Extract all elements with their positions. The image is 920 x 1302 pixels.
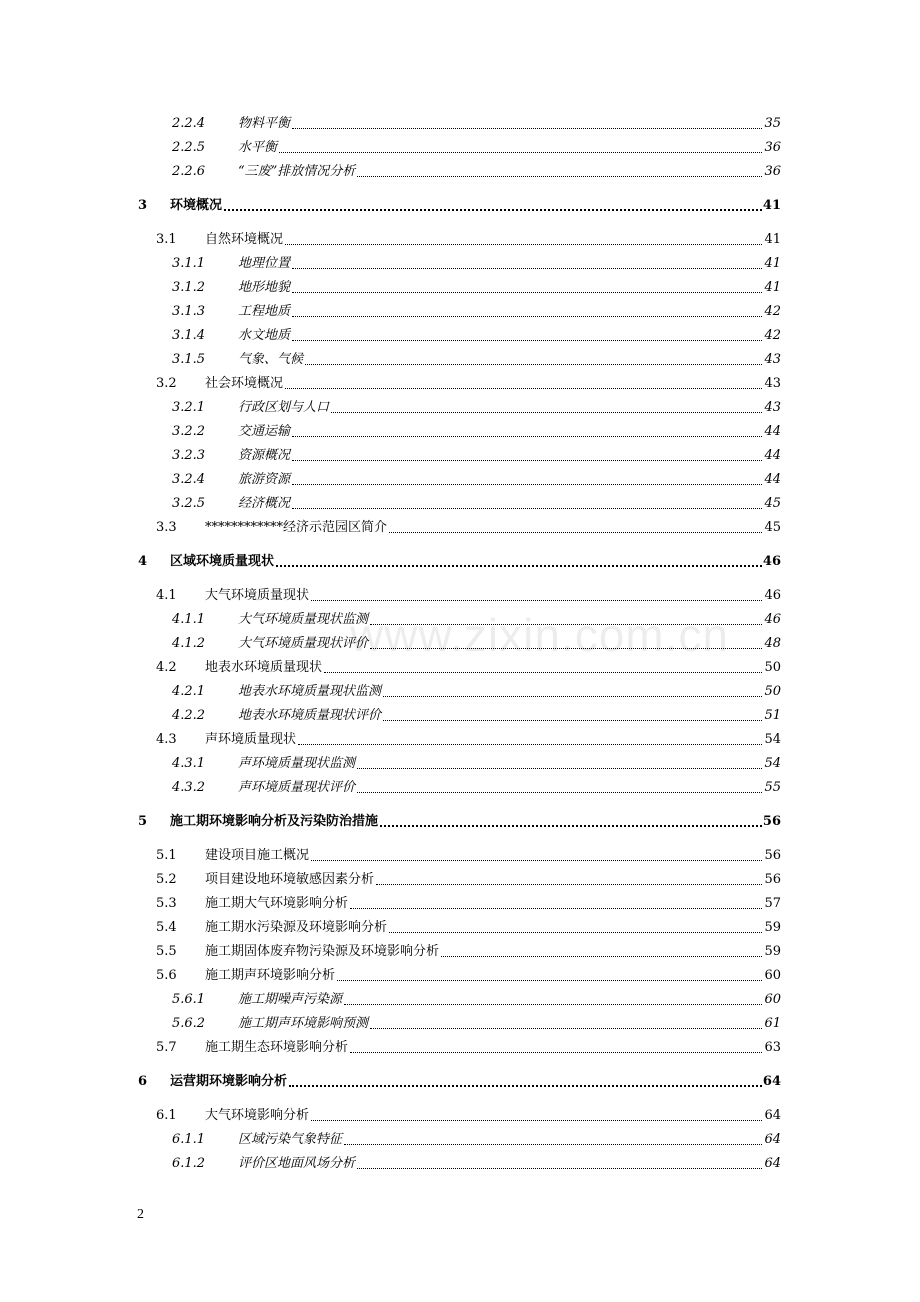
toc-dot-leader <box>311 860 762 861</box>
toc-entry-page: 36 <box>764 164 781 179</box>
toc-entry[interactable] <box>0 989 920 1011</box>
toc-entry-title: 环境概况 <box>170 198 223 213</box>
toc-entry-number: 6 <box>138 1074 148 1089</box>
toc-dot-leader <box>292 484 762 485</box>
toc-entry[interactable] <box>0 893 920 915</box>
toc-entry[interactable] <box>0 965 920 987</box>
toc-dot-leader <box>311 600 762 601</box>
toc-entry-number: 3.2.2 <box>172 424 206 439</box>
toc-entry-number: 5 <box>138 814 148 829</box>
toc-dot-leader <box>441 956 762 957</box>
toc-entry-page: 50 <box>764 660 781 675</box>
toc-entry-title: 地表水环境质量现状评价 <box>238 708 382 723</box>
toc-entry[interactable] <box>0 445 920 467</box>
toc-dot-leader <box>357 176 762 177</box>
toc-entry[interactable] <box>0 161 920 183</box>
toc-entry[interactable] <box>0 349 920 371</box>
toc-entry-title: 施工期水污染源及环境影响分析 <box>205 920 388 935</box>
toc-entry-number: 2.2.4 <box>172 116 206 131</box>
toc-entry-page: 54 <box>764 732 781 747</box>
toc-entry-page: 61 <box>764 1016 781 1031</box>
toc-entry-page: 60 <box>764 992 781 1007</box>
toc-dot-leader <box>311 1120 762 1121</box>
toc-entry-title: 旅游资源 <box>238 472 291 487</box>
toc-entry-page: 41 <box>762 198 781 213</box>
toc-entry-number: 4.3.1 <box>172 756 206 771</box>
toc-entry-title: 声环境质量现状评价 <box>238 780 356 795</box>
toc-entry-number: 3.2.4 <box>172 472 206 487</box>
toc-entry-page: 46 <box>764 612 781 627</box>
toc-entry-number: 2.2.5 <box>172 140 206 155</box>
toc-entry-number: 5.6 <box>156 968 177 983</box>
toc-entry-number: 5.6.1 <box>172 992 206 1007</box>
toc-entry-title: 运营期环境影响分析 <box>170 1074 288 1089</box>
toc-entry-page: 64 <box>764 1132 781 1147</box>
toc-entry-title: 资源概况 <box>238 448 291 463</box>
toc-entry-title: 工程地质 <box>238 304 291 319</box>
toc-entry-number: 5.1 <box>156 848 177 863</box>
toc-entry-number: 3.1.2 <box>172 280 206 295</box>
toc-entry-page: 59 <box>764 944 781 959</box>
toc-entry-number: 4.2.1 <box>172 684 206 699</box>
toc-dot-leader <box>337 980 762 981</box>
toc-entry[interactable] <box>0 253 920 275</box>
toc-entry-title: 气象、气候 <box>238 352 304 367</box>
toc-entry-number: 6.1.1 <box>172 1132 206 1147</box>
toc-entry-number: 3 <box>138 198 148 213</box>
toc-dot-leader <box>224 209 762 211</box>
toc-entry-page: 36 <box>764 140 781 155</box>
toc-entry-number: 5.5 <box>156 944 177 959</box>
toc-entry-page: 41 <box>764 280 781 295</box>
toc-dot-leader <box>292 460 762 461</box>
toc-entry-title: 大气环境影响分析 <box>205 1108 310 1123</box>
toc-entry-number: 3.1.3 <box>172 304 206 319</box>
toc-entry-title: 经济概况 <box>238 496 291 511</box>
toc-entry-page: 64 <box>764 1156 781 1171</box>
toc-entry-title: 施工期生态环境影响分析 <box>205 1040 349 1055</box>
toc-entry-page: 43 <box>764 352 781 367</box>
toc-entry-page: 59 <box>764 920 781 935</box>
toc-entry-number: 3.3 <box>156 520 177 535</box>
toc-entry-number: 5.2 <box>156 872 177 887</box>
toc-entry-page: 46 <box>762 554 781 569</box>
toc-entry-number: 3.1.1 <box>172 256 206 271</box>
toc-entry-title: 施工期声环境影响分析 <box>205 968 336 983</box>
toc-dot-leader <box>324 672 762 673</box>
toc-entry-number: 4.2.2 <box>172 708 206 723</box>
toc-entry-title: 水文地质 <box>238 328 291 343</box>
toc-entry[interactable] <box>0 681 920 703</box>
toc-dot-leader <box>383 696 762 697</box>
toc-entry[interactable] <box>0 917 920 939</box>
toc-dot-leader <box>292 268 762 269</box>
toc-entry[interactable] <box>0 421 920 443</box>
toc-entry-title: 地表水环境质量现状监测 <box>238 684 382 699</box>
toc-entry-title: 行政区划与人口 <box>238 400 330 415</box>
toc-entry-title: 大气环境质量现状 <box>205 588 310 603</box>
toc-dot-leader <box>357 792 762 793</box>
toc-entry-title: 施工期噪声污染源 <box>238 992 343 1007</box>
toc-entry[interactable] <box>0 137 920 159</box>
page-number: 2 <box>137 1207 144 1222</box>
toc-entry-number: 4.3.2 <box>172 780 206 795</box>
toc-entry-title: 声环境质量现状监测 <box>238 756 356 771</box>
toc-entry-title: 水平衡 <box>238 140 278 155</box>
toc-entry-page: 55 <box>764 780 781 795</box>
toc-entry-number: 3.1.4 <box>172 328 206 343</box>
toc-entry-title: 声环境质量现状 <box>205 732 297 747</box>
toc-entry[interactable] <box>0 753 920 775</box>
toc-entry-title: 建设项目施工概况 <box>205 848 310 863</box>
toc-dot-leader <box>350 908 762 909</box>
toc-entry-number: 4.1 <box>156 588 177 603</box>
toc-entry-number: 3.1 <box>156 232 177 247</box>
toc-entry[interactable] <box>0 1129 920 1151</box>
toc-entry-title: 施工期环境影响分析及污染防治措施 <box>170 814 379 829</box>
toc-entry-number: 3.1.5 <box>172 352 206 367</box>
toc-entry-title: 地形地貌 <box>238 280 291 295</box>
toc-entry[interactable] <box>0 517 920 539</box>
toc-entry-title: 大气环境质量现状评价 <box>238 636 369 651</box>
toc-dot-leader <box>350 1052 762 1053</box>
toc-dot-leader <box>389 932 762 933</box>
toc-dot-leader <box>305 364 762 365</box>
toc-entry[interactable] <box>0 325 920 347</box>
toc-entry-page: 56 <box>762 814 781 829</box>
toc-entry-number: 2.2.6 <box>172 164 206 179</box>
toc-entry[interactable] <box>0 941 920 963</box>
toc-dot-leader <box>285 388 762 389</box>
toc-dot-leader <box>298 744 762 745</box>
toc-entry-number: 5.7 <box>156 1040 177 1055</box>
toc-entry-title: 施工期固体废弃物污染源及环境影响分析 <box>205 944 440 959</box>
toc-dot-leader <box>344 1004 762 1005</box>
toc-entry-page: 43 <box>764 400 781 415</box>
toc-entry-page: 51 <box>764 708 781 723</box>
toc-entry-page: 45 <box>764 520 781 535</box>
toc-dot-leader <box>370 1028 762 1029</box>
toc-dot-leader <box>292 292 762 293</box>
toc-dot-leader <box>380 825 762 827</box>
toc-entry[interactable] <box>0 869 920 891</box>
toc-entry[interactable] <box>0 195 920 217</box>
toc-entry-page: 42 <box>764 304 781 319</box>
toc-entry-page: 44 <box>764 472 781 487</box>
toc-entry-number: 3.2 <box>156 376 177 391</box>
toc-dot-leader <box>383 720 762 721</box>
toc-entry-number: 3.2.5 <box>172 496 206 511</box>
toc-entry-title: 自然环境概况 <box>205 232 284 247</box>
toc-entry-page: 45 <box>764 496 781 511</box>
toc-entry-page: 64 <box>764 1108 781 1123</box>
toc-dot-leader <box>285 244 762 245</box>
toc-entry[interactable] <box>0 373 920 395</box>
toc-entry-title: 施工期大气环境影响分析 <box>205 896 349 911</box>
toc-dot-leader <box>344 1144 762 1145</box>
toc-entry-page: 35 <box>764 116 781 131</box>
toc-entry-title: 社会环境概况 <box>205 376 284 391</box>
toc-entry[interactable] <box>0 551 920 573</box>
toc-entry[interactable] <box>0 493 920 515</box>
toc-entry-page: 44 <box>764 448 781 463</box>
toc-entry-title: 地表水环境质量现状 <box>205 660 323 675</box>
toc-entry[interactable] <box>0 277 920 299</box>
toc-entry[interactable] <box>0 777 920 799</box>
toc-entry-number: 3.2.1 <box>172 400 206 415</box>
toc-entry-page: 64 <box>762 1074 781 1089</box>
toc-entry-page: 54 <box>764 756 781 771</box>
toc-entry-page: 46 <box>764 588 781 603</box>
toc-entry-page: 56 <box>764 872 781 887</box>
toc-entry-title: 区域环境质量现状 <box>170 554 275 569</box>
toc-entry-number: 4.1.1 <box>172 612 206 627</box>
toc-entry-number: 4 <box>138 554 148 569</box>
toc-entry[interactable] <box>0 729 920 751</box>
toc-entry-page: 44 <box>764 424 781 439</box>
toc-entry-page: 43 <box>764 376 781 391</box>
toc-entry-title: “三废”排放情况分析 <box>238 164 356 179</box>
toc-entry[interactable] <box>0 113 920 135</box>
toc-entry-page: 41 <box>764 256 781 271</box>
toc-entry-page: 57 <box>764 896 781 911</box>
toc-entry-number: 4.3 <box>156 732 177 747</box>
toc-entry[interactable] <box>0 397 920 419</box>
toc-entry[interactable] <box>0 1153 920 1175</box>
toc-entry-number: 4.2 <box>156 660 177 675</box>
toc-entry-title: 项目建设地环境敏感因素分析 <box>205 872 375 887</box>
toc-entry-page: 42 <box>764 328 781 343</box>
toc-entry-number: 4.1.2 <box>172 636 206 651</box>
toc-entry[interactable] <box>0 301 920 323</box>
toc-entry[interactable] <box>0 585 920 607</box>
toc-entry[interactable] <box>0 229 920 251</box>
toc-entry-number: 3.2.3 <box>172 448 206 463</box>
toc-entry[interactable] <box>0 1105 920 1127</box>
toc-entry-title: 大气环境质量现状监测 <box>238 612 369 627</box>
toc-entry-page: 56 <box>764 848 781 863</box>
toc-dot-leader <box>292 436 762 437</box>
toc-entry-title: ************经济示范园区简介 <box>205 520 388 535</box>
toc-entry[interactable] <box>0 845 920 867</box>
toc-dot-leader <box>376 884 762 885</box>
toc-entry-number: 5.6.2 <box>172 1016 206 1031</box>
toc-entry-title: 评价区地面风场分析 <box>238 1156 356 1171</box>
toc-dot-leader <box>279 152 762 153</box>
toc-entry[interactable] <box>0 1037 920 1059</box>
toc-entry[interactable] <box>0 1071 920 1093</box>
toc-entry-page: 60 <box>764 968 781 983</box>
toc-entry-title: 施工期声环境影响预测 <box>238 1016 369 1031</box>
toc-entry[interactable] <box>0 811 920 833</box>
toc-dot-leader <box>389 532 762 533</box>
toc-entry-page: 63 <box>764 1040 781 1055</box>
toc-entry-title: 地理位置 <box>238 256 291 271</box>
toc-entry[interactable] <box>0 469 920 491</box>
toc-entry-page: 48 <box>764 636 781 651</box>
toc-dot-leader <box>276 565 762 567</box>
toc-entry-number: 5.3 <box>156 896 177 911</box>
toc-entry[interactable] <box>0 1013 920 1035</box>
toc-entry-number: 6.1 <box>156 1108 177 1123</box>
toc-dot-leader <box>292 316 762 317</box>
watermark: www.zixin.com.cn <box>350 609 729 661</box>
toc-entry-page: 41 <box>764 232 781 247</box>
toc-entry-title: 区域污染气象特征 <box>238 1132 343 1147</box>
toc-entry-title: 交通运输 <box>238 424 291 439</box>
toc-dot-leader <box>357 1168 762 1169</box>
toc-entry-number: 5.4 <box>156 920 177 935</box>
toc-dot-leader <box>292 508 762 509</box>
toc-dot-leader <box>331 412 762 413</box>
toc-dot-leader <box>357 768 762 769</box>
toc-entry-number: 6.1.2 <box>172 1156 206 1171</box>
toc-dot-leader <box>292 128 762 129</box>
toc-dot-leader <box>289 1085 762 1087</box>
toc-dot-leader <box>292 340 762 341</box>
toc-entry[interactable] <box>0 705 920 727</box>
toc-entry-page: 50 <box>764 684 781 699</box>
toc-entry-title: 物料平衡 <box>238 116 291 131</box>
